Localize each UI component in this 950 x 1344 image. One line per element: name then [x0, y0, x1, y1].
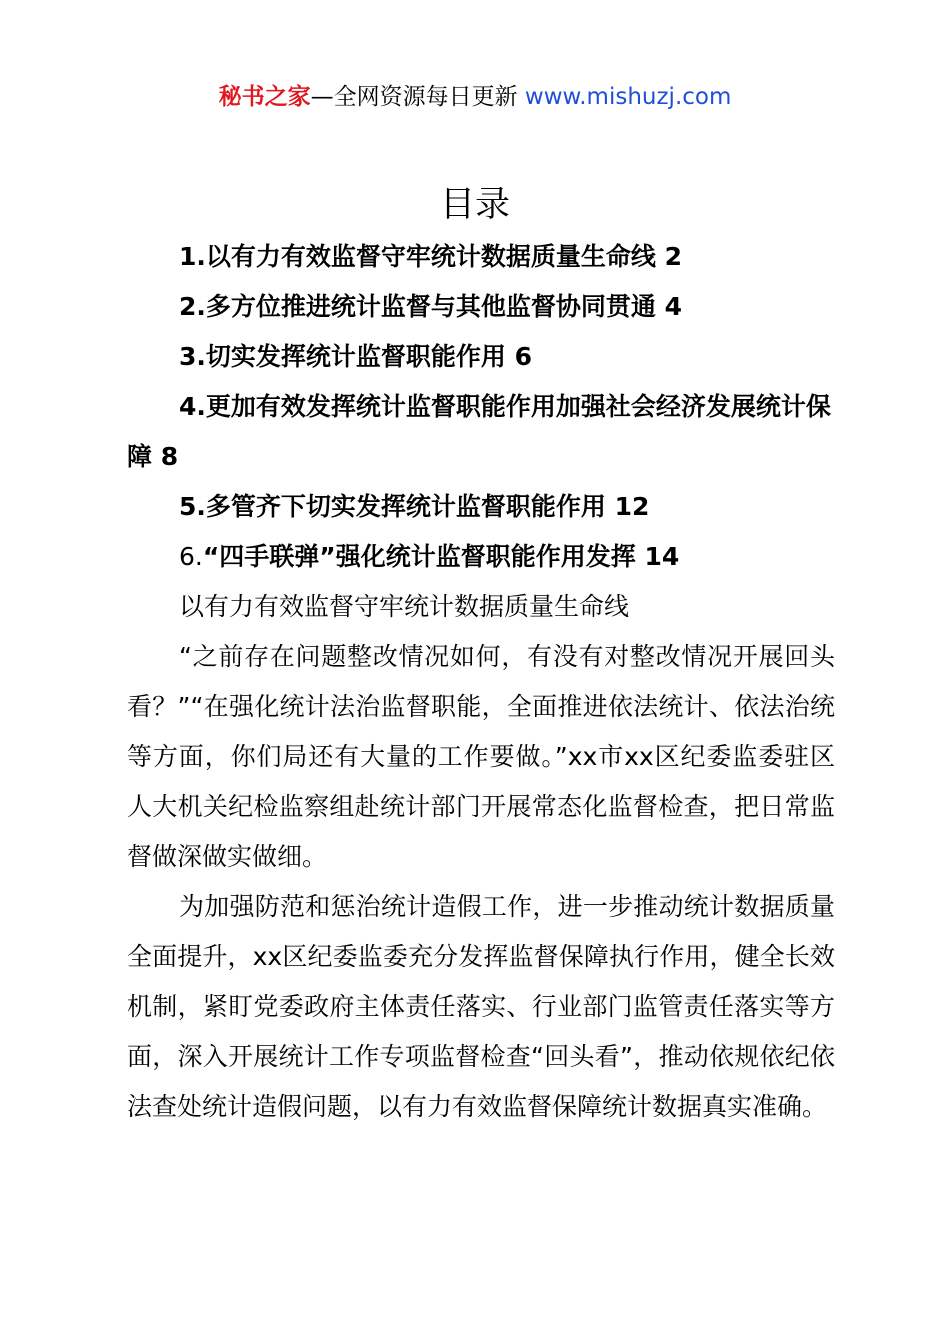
toc-entry-text: 以有力有效监督守牢统计数据质量生命线: [205, 242, 656, 271]
toc-entry-text: 多管齐下切实发挥统计监督职能作用: [205, 492, 606, 521]
body-paragraph: 为加强防范和惩治统计造假工作，进一步推动统计数据质量全面提升，xx区纪委监委充分发挥监督保障执行作用，健全长效机制，紧盯党委政府主体责任落实、行业部门监管责任落实等方面，深入开展统计工作专项监督检查“回头看”，推动依规依纪依法查处统计造假问题，以有力有效监督保障统计数据真实准确。: [127, 892, 835, 1121]
site-brand: 秘书之家: [218, 84, 311, 110]
toc-entry-page: 12: [614, 492, 650, 521]
toc-entry[interactable]: [127, 282, 835, 332]
body-paragraph: “之前存在问题整改情况如何，有没有对整改情况开展回头看？”“在强化统计法治监督职能，全面推进依法统计、依法治统等方面，你们局还有大量的工作要做。”xx市xx区纪委监委驻区人大机关纪检监察组赴统计部门开展常态化监督检查，把日常监督做深做实做细。: [127, 642, 835, 871]
toc-entry[interactable]: [127, 232, 835, 282]
toc-entry-page: 2: [664, 242, 683, 271]
toc-entry-number: 3.: [179, 342, 206, 371]
toc-entry-number: 5.: [179, 492, 206, 521]
toc-entry-text: “四手联弹”强化统计监督职能作用发挥: [202, 542, 636, 571]
toc-entry-number: 6.: [179, 542, 203, 571]
toc-entry-text: 更加有效发挥统计监督职能作用加强社会经济发展统计保障: [127, 392, 831, 471]
toc-entry-page: 6: [514, 342, 533, 371]
toc-entry[interactable]: [127, 332, 835, 382]
toc-entry-number: 2.: [179, 292, 206, 321]
document-content: [127, 232, 835, 1132]
toc-entry-page: 14: [644, 542, 680, 571]
site-url-link[interactable]: www.mishuzj.com: [524, 84, 732, 110]
toc-title: 目录: [439, 185, 510, 225]
site-tagline: —全网资源每日更新: [310, 84, 518, 110]
toc-entry[interactable]: [127, 482, 835, 532]
toc-entry[interactable]: [127, 532, 835, 582]
toc-entry-page: 8: [160, 442, 179, 471]
toc-entry[interactable]: [127, 382, 835, 482]
toc-entry-page: 4: [664, 292, 683, 321]
toc-entry-number: 1.: [179, 242, 206, 271]
section-heading: 以有力有效监督守牢统计数据质量生命线: [179, 592, 630, 621]
toc-entry-text: 多方位推进统计监督与其他监督协同贯通: [205, 292, 656, 321]
site-header: [0, 80, 950, 114]
toc-entry-number: 4.: [179, 392, 206, 421]
toc-entry-text: 切实发挥统计监督职能作用: [205, 342, 506, 371]
